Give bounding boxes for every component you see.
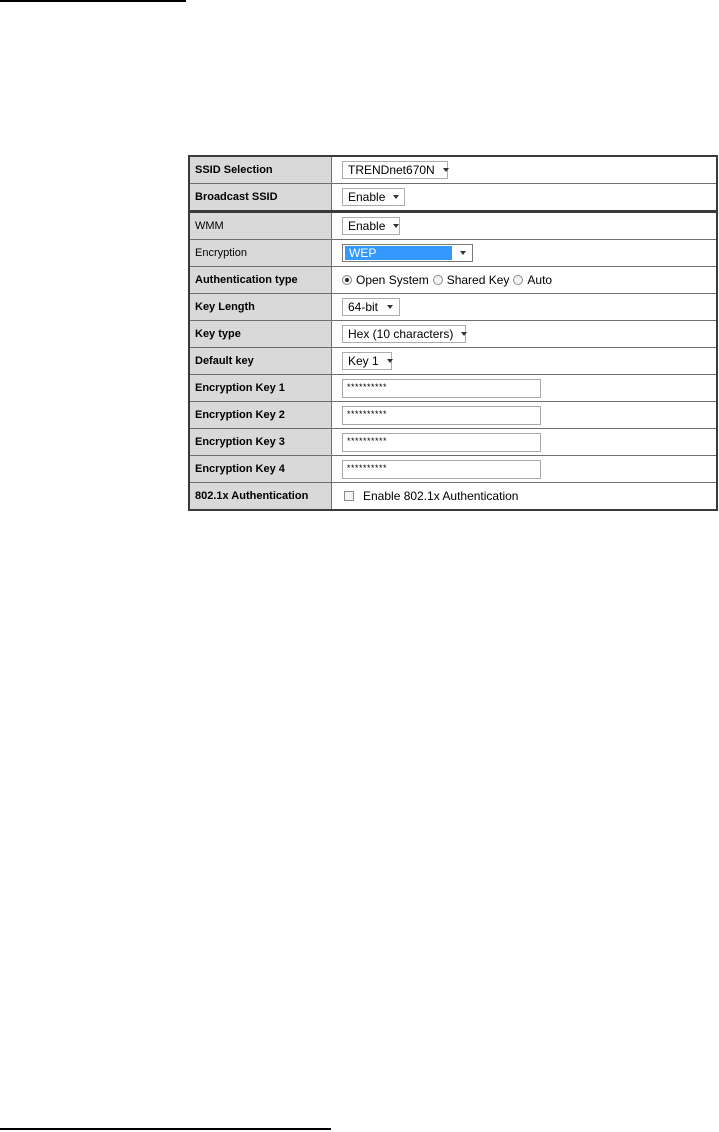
radio-shared-key[interactable] — [433, 273, 510, 287]
enable-8021x-label: Enable 802.1x Authentication — [363, 489, 519, 503]
radio-open-system-label: Open System — [356, 273, 429, 287]
chevron-down-icon — [393, 224, 399, 228]
row-encryption-key-1 — [190, 375, 716, 402]
chevron-down-icon — [460, 251, 466, 255]
encryption-key-4-input[interactable]: ********** — [342, 460, 541, 479]
row-encryption — [190, 240, 716, 267]
row-default-key — [190, 348, 716, 375]
chevron-down-icon — [443, 168, 449, 172]
chevron-down-icon — [387, 305, 393, 309]
chevron-down-icon — [461, 332, 467, 336]
wmm-value: Enable — [348, 219, 386, 233]
row-key-type — [190, 321, 716, 348]
row-wmm — [190, 213, 716, 240]
encryption-key-4-label: Encryption Key 4 — [190, 456, 332, 482]
ssid-selection-value: TRENDnet670N — [348, 163, 435, 177]
broadcast-ssid-label: Broadcast SSID — [190, 184, 332, 210]
authentication-type-radio-group — [342, 273, 556, 287]
ssid-selection-select[interactable] — [342, 161, 448, 179]
encryption-value: WEP — [345, 246, 452, 260]
wmm-select[interactable] — [342, 217, 400, 235]
default-key-label: Default key — [190, 348, 332, 374]
radio-checked-icon[interactable] — [342, 275, 352, 285]
key-type-label: Key type — [190, 321, 332, 347]
encryption-key-2-label: Encryption Key 2 — [190, 402, 332, 428]
key-length-value: 64-bit — [348, 300, 379, 314]
broadcast-ssid-select[interactable] — [342, 188, 405, 206]
row-encryption-key-3 — [190, 429, 716, 456]
encryption-key-3-label: Encryption Key 3 — [190, 429, 332, 455]
key-type-select[interactable] — [342, 325, 466, 343]
key-length-select[interactable] — [342, 298, 400, 316]
key-length-label: Key Length — [190, 294, 332, 320]
encryption-key-1-label: Encryption Key 1 — [190, 375, 332, 401]
encryption-key-3-input[interactable]: ********** — [342, 433, 541, 452]
key-type-value: Hex (10 characters) — [348, 327, 454, 341]
wireless-security-panel — [188, 155, 718, 511]
authentication-type-label: Authentication type — [190, 267, 332, 293]
encryption-key-1-input[interactable]: ********** — [342, 379, 541, 398]
radio-open-system[interactable] — [342, 273, 429, 287]
8021x-authentication-label: 802.1x Authentication — [190, 483, 332, 509]
bottom-rule — [0, 1128, 331, 1130]
radio-unchecked-icon[interactable] — [513, 275, 523, 285]
row-authentication-type — [190, 267, 716, 294]
broadcast-ssid-value: Enable — [348, 190, 386, 204]
radio-auto-label: Auto — [527, 273, 553, 287]
encryption-key-2-input[interactable]: ********** — [342, 406, 541, 425]
chevron-down-icon — [387, 359, 393, 363]
row-key-length — [190, 294, 716, 321]
row-encryption-key-2 — [190, 402, 716, 429]
wmm-label: WMM — [190, 213, 332, 239]
radio-shared-key-label: Shared Key — [446, 273, 510, 287]
chevron-down-icon — [393, 195, 399, 199]
ssid-selection-label: SSID Selection — [190, 157, 332, 183]
row-encryption-key-4 — [190, 456, 716, 483]
row-broadcast-ssid — [190, 184, 716, 213]
row-ssid-selection — [190, 157, 716, 184]
encryption-label: Encryption — [190, 240, 332, 266]
enable-8021x-checkbox[interactable] — [344, 491, 354, 501]
top-rule — [0, 0, 186, 2]
encryption-select[interactable] — [342, 244, 473, 262]
default-key-value: Key 1 — [348, 354, 379, 368]
row-8021x-authentication — [190, 483, 716, 509]
radio-unchecked-icon[interactable] — [433, 275, 443, 285]
radio-auto[interactable] — [513, 273, 552, 287]
default-key-select[interactable] — [342, 352, 392, 370]
